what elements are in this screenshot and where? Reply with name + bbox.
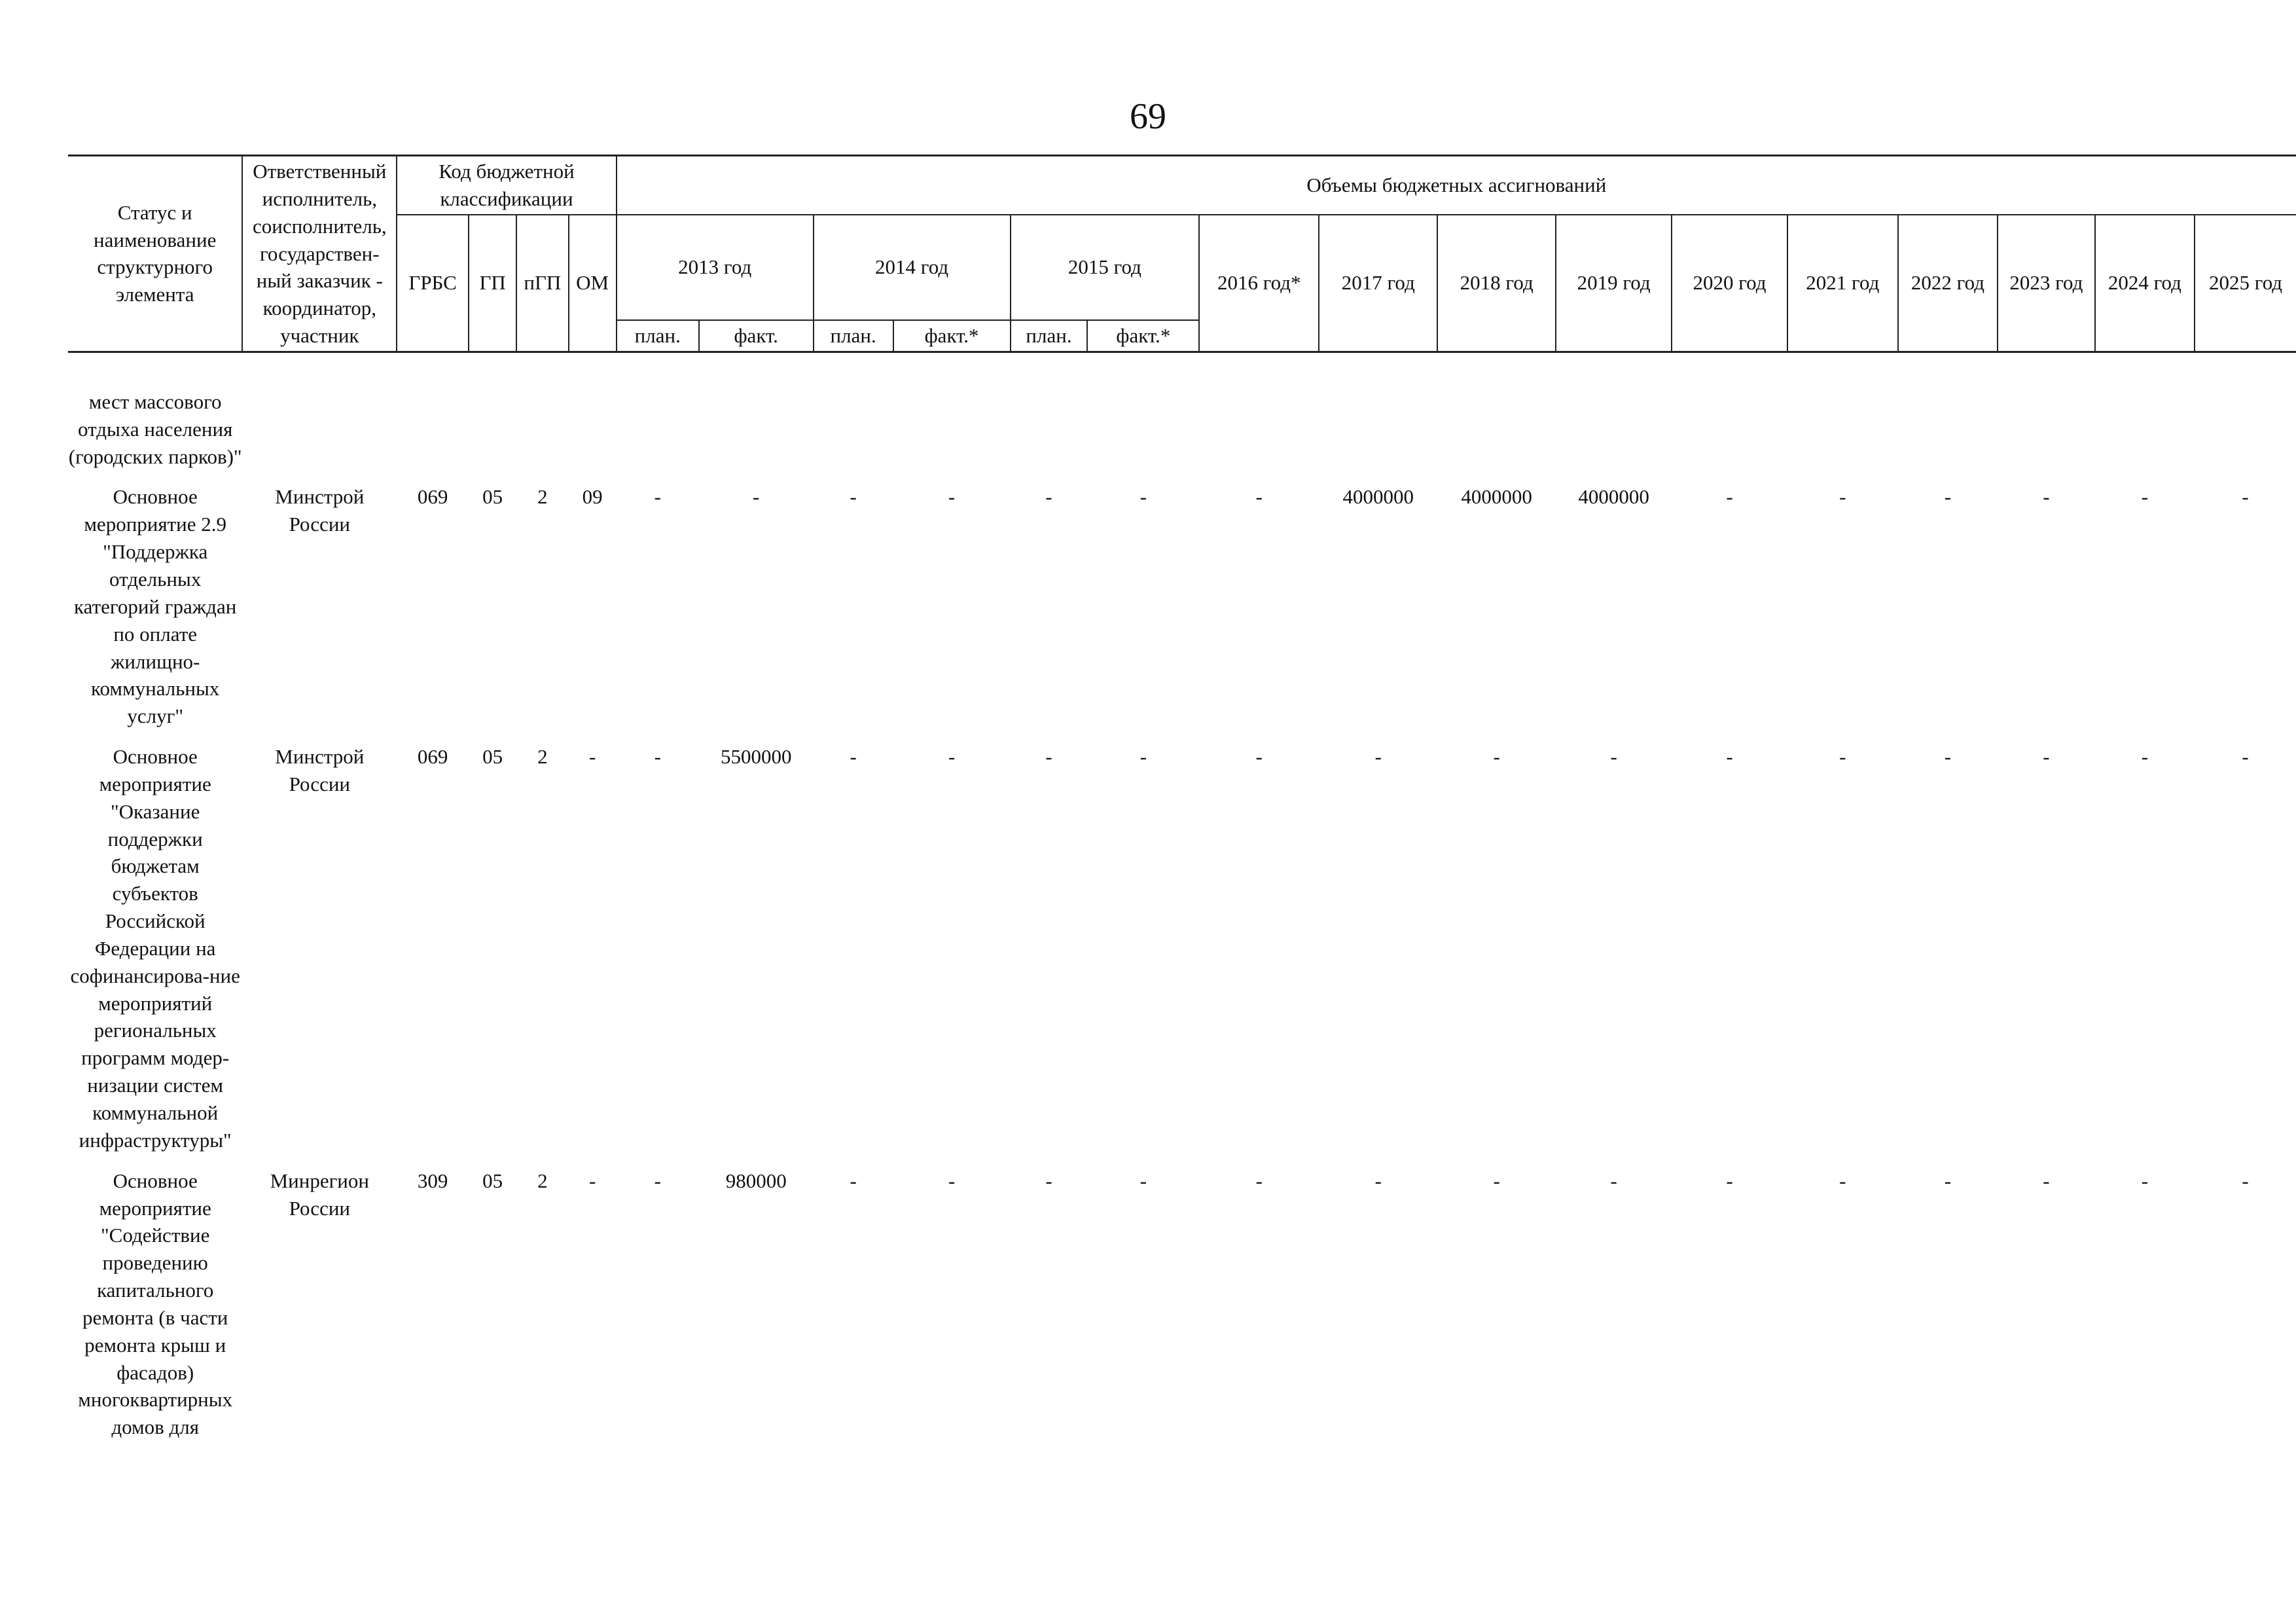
row-name-cell: Основное мероприятие "Оказание поддержки бюджетам субъектов Российской Федерации на софинансирова-ние мероприятий региональных программ модер-низации систем коммунальной инфраструктуры" [70,745,240,1152]
row-value-cell: - [1045,1169,1052,1192]
row-value-cell: - [1944,485,1952,509]
row-value-cell [814,375,893,471]
row-value-cell: - [948,1169,956,1192]
header-volumes: Объемы бюджетных ассигнований [617,156,2296,215]
row-value-cell [1672,375,1787,471]
row-value-cell: - [2242,1169,2249,1192]
header-year-2021: 2021 год [1787,215,1898,352]
row-value-cell: - [654,1169,661,1192]
row-value-cell [699,375,814,471]
row-value-cell: 4000000 [1342,485,1414,509]
row-value-cell: - [1374,1169,1382,1192]
row-value-cell: - [2141,1169,2149,1192]
row-value-cell [1556,375,1672,471]
spacer-cell [68,352,2296,375]
header-2013-fact: факт. [699,320,814,352]
row-value-cell [617,375,699,471]
header-year-2023: 2023 год [1998,215,2094,352]
row-code-cell [469,375,516,471]
row-value-cell [1898,375,1998,471]
header-row-1 [68,156,2296,215]
header-2014-fact: факт.* [893,320,1011,352]
row-value-cell: - [1944,1169,1952,1192]
row-code-cell: 309 [417,1169,448,1192]
row-value-cell: - [1139,485,1147,509]
header-2014-plan: план. [814,320,893,352]
row-responsible-cell: Минстрой России [275,745,365,795]
table-row [68,375,2296,471]
header-year-2017: 2017 год [1319,215,1437,352]
row-code-cell: 069 [417,485,448,509]
row-value-cell: - [1839,745,1846,769]
row-value-cell [1087,375,1199,471]
row-name-cell: мест массового отдыха населения (городских парков)" [68,390,242,468]
row-code-cell [569,375,617,471]
row-responsible-cell [242,375,397,471]
row-value-cell: - [850,485,857,509]
header-year-2022: 2022 год [1898,215,1998,352]
row-value-cell [2195,375,2296,471]
row-value-cell [1319,375,1437,471]
row-responsible-cell: Минстрой России [275,485,365,536]
row-value-cell: - [1255,1169,1263,1192]
row-code-cell: 05 [482,745,503,769]
header-year-2025: 2025 год [2195,215,2296,352]
row-code-cell: 05 [482,1169,503,1192]
row-value-cell: 4000000 [1461,485,1532,509]
header-year-2016: 2016 год* [1199,215,1319,352]
row-value-cell: - [2242,745,2249,769]
row-value-cell [1998,375,2094,471]
row-value-cell: - [1726,1169,1733,1192]
page-number: 69 [1130,96,1166,137]
row-value-cell: - [753,485,760,509]
header-year-2015: 2015 год [1011,215,1200,320]
row-value-cell: - [2141,745,2149,769]
header-year-2014: 2014 год [814,215,1011,320]
row-name-cell: Основное мероприятие 2.9 "Поддержка отдельных категорий граждан по оплате жилищно-коммунальных услуг" [74,485,237,728]
row-code-cell: 05 [482,485,503,509]
row-value-cell: - [850,1169,857,1192]
row-value-cell: - [1255,745,1263,769]
header-year-2019: 2019 год [1556,215,1672,352]
row-value-cell [893,375,1011,471]
table-row [68,730,2296,1154]
row-value-cell: - [1255,485,1263,509]
row-value-cell: - [1726,745,1733,769]
row-name-cell: Основное мероприятие "Содействие проведению капитального ремонта (в части ремонта крыш и фасадов) многоквартирных домов для [78,1169,233,1439]
header-code-pgp: пГП [516,215,568,352]
row-value-cell: - [1944,745,1952,769]
row-code-cell [397,375,469,471]
row-value-cell: - [2242,485,2249,509]
row-value-cell: - [2043,485,2050,509]
table-row [68,470,2296,730]
row-value-cell: - [654,745,661,769]
row-value-cell: - [1493,745,1500,769]
row-code-cell: - [588,745,596,769]
row-value-cell: - [1139,745,1147,769]
row-value-cell: - [1726,485,1733,509]
row-value-cell: - [1374,745,1382,769]
row-value-cell: 980000 [725,1169,787,1192]
row-value-cell: - [850,745,857,769]
row-code-cell: 069 [417,745,448,769]
header-2013-plan: план. [617,320,699,352]
row-value-cell: 4000000 [1578,485,1649,509]
row-value-cell: - [1493,1169,1500,1192]
header-year-2013: 2013 год [617,215,814,320]
row-code-cell: 2 [537,1169,548,1192]
row-code-cell: 2 [537,745,548,769]
header-row-2 [68,215,2296,320]
header-code-grbs: ГРБС [397,215,469,352]
header-year-2020: 2020 год [1672,215,1787,352]
header-status: Статус и наименование структурного элемента [68,156,242,352]
row-value-cell [1437,375,1556,471]
row-value-cell: - [1839,1169,1846,1192]
header-code-om: ОМ [569,215,617,352]
header-budget-code: Код бюджетной классификации [397,156,617,215]
row-value-cell: - [2141,485,2149,509]
row-value-cell [1199,375,1319,471]
header-code-gp: ГП [469,215,516,352]
row-value-cell: - [654,485,661,509]
row-value-cell: - [1610,1169,1617,1192]
row-value-cell: - [1045,745,1052,769]
budget-allocation-table [68,155,2296,1441]
header-year-2024: 2024 год [2095,215,2195,352]
row-value-cell [1011,375,1088,471]
spacer-row [68,352,2296,375]
row-code-cell: 2 [537,485,548,509]
row-code-cell: - [588,1169,596,1192]
header-responsible: Ответственный исполнитель, соисполнитель, государствен-ный заказчик - координатор, участник [242,156,397,352]
table-body [68,352,2296,1441]
header-2015-plan: план. [1011,320,1088,352]
row-value-cell: 5500000 [720,745,792,769]
row-value-cell: - [1139,1169,1147,1192]
row-value-cell [1787,375,1898,471]
row-value-cell: - [948,485,956,509]
table-row [68,1154,2296,1441]
row-code-cell [516,375,568,471]
row-responsible-cell: Минрегион России [270,1169,369,1220]
header-year-2018: 2018 год [1437,215,1556,352]
row-value-cell: - [1610,745,1617,769]
row-value-cell: - [1045,485,1052,509]
row-value-cell: - [2043,1169,2050,1192]
row-code-cell: 09 [582,485,603,509]
row-value-cell: - [1839,485,1846,509]
header-2015-fact: факт.* [1087,320,1199,352]
row-value-cell: - [948,745,956,769]
row-value-cell [2095,375,2195,471]
row-value-cell: - [2043,745,2050,769]
